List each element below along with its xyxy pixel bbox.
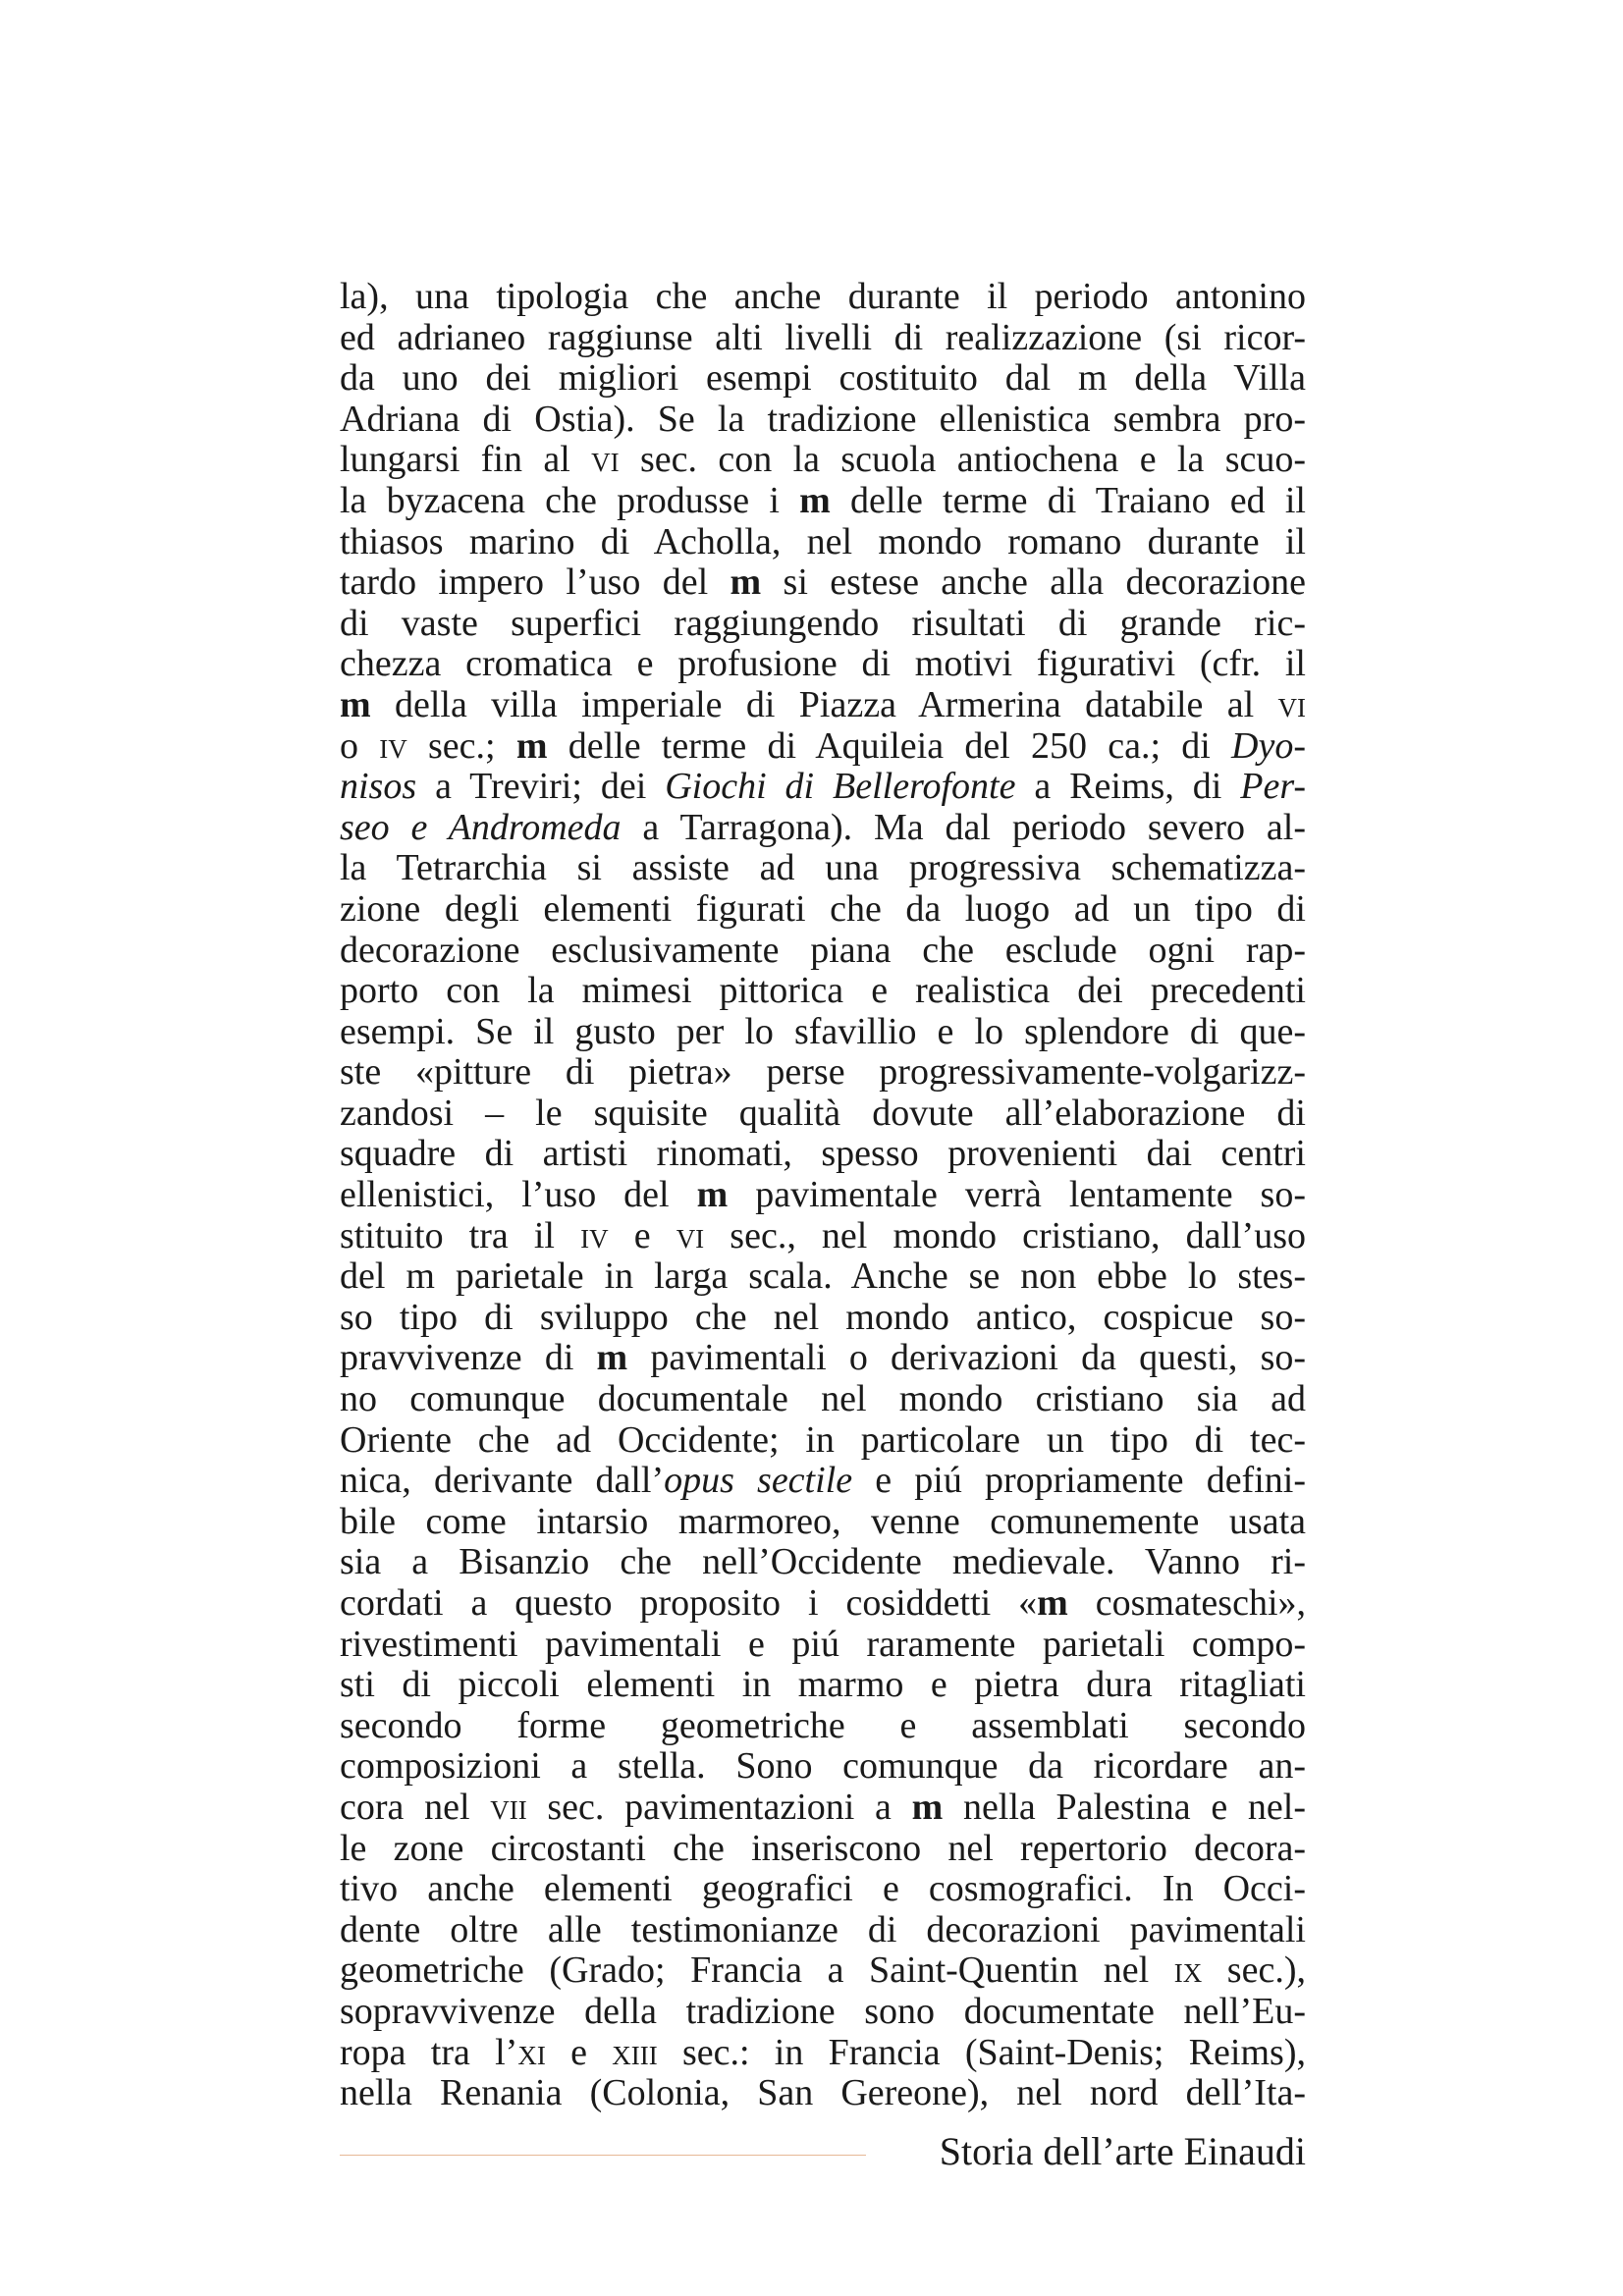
text-line [340,1175,1306,1216]
text-segment: Oriente che ad Occidente; in particolare un tipo di tec- [340,1418,1306,1461]
text-line [340,358,1306,400]
text-line [340,1216,1306,1257]
text-segment: da uno dei migliori esempi costituito dal m della Villa [340,357,1306,400]
text-segment: nella Renania (Colonia, San Gereone), nel nord dell’Ita- [340,2072,1306,2114]
text-line [340,1665,1306,1706]
text-segment: squadre di artisti rinomati, spesso provenienti dai centri [340,1133,1306,1175]
text-line [340,604,1306,645]
text-segment: nella Palestina e nel- [943,1786,1306,1828]
text-line [340,726,1306,768]
body-text [340,277,1306,2114]
text-segment: secondo forme geometriche e assemblati secondo [340,1704,1306,1746]
text-segment: a Tarragona). Ma dal periodo severo al- [621,806,1306,848]
text-line [340,1379,1306,1420]
text-line [340,2033,1306,2074]
text-segment: sti di piccoli elementi in marmo e pietra dura ritagliati [340,1664,1306,1706]
text-segment: sopravvivenze della tradizione sono documentate nell’Eu- [340,1990,1306,2032]
text-segment: la Tetrarchia si assiste ad una progressiva schematizza- [340,847,1306,889]
text-segment: decorazione esclusivamente piana che esclude ogni rap- [340,929,1306,971]
century-numeral: vi [1277,683,1306,725]
text-segment: stituito tra il [340,1214,581,1256]
century-numeral: iv [379,724,407,767]
italic-title: opus sectile [664,1460,853,1502]
text-line [340,971,1306,1012]
text-segment: della villa imperiale di Piazza Armerina databile al [370,683,1278,725]
text-line [340,1706,1306,1747]
text-line [340,1420,1306,1462]
bold-term: m [911,1786,944,1828]
text-segment: composizioni a stella. Sono comunque da ricordare an- [340,1745,1306,1788]
text-line [340,1829,1306,1870]
text-segment: pavimentale verrà lentamente so- [728,1174,1307,1216]
text-line [340,889,1306,931]
bold-term: m [730,561,762,604]
footer-title: Storia dell’arte Einaudi [939,2129,1306,2173]
text-segment: so tipo di sviluppo che nel mondo antico, cospicue so- [340,1296,1306,1338]
text-segment: cosmateschi», [1067,1582,1306,1624]
text-line [340,562,1306,604]
text-line [340,685,1306,726]
text-segment: o [340,724,380,767]
text-line [340,1542,1306,1583]
text-segment: ste «pitture di pietra» perse progressivamente-volgarizz- [340,1051,1306,1094]
text-line [340,1338,1306,1379]
text-segment: la), una tipologia che anche durante il periodo antonino [340,276,1306,317]
text-segment: ed adrianeo raggiunse alti livelli di realizzazione (si ricor- [340,316,1306,358]
text-line [340,1052,1306,1094]
footer-rule [340,2155,866,2156]
text-segment: la byzacena che produsse i [340,479,800,521]
text-segment: ropa tra l’ [340,2031,518,2073]
text-segment: sec.; [406,724,516,767]
text-segment: zione degli elementi figurati che da luogo ad un tipo di [340,887,1306,930]
bold-term: m [515,724,548,767]
text-line [340,1950,1306,1992]
text-segment: tardo impero l’uso del [340,561,730,604]
text-segment: sec. con la scuola antiochena e la scuo- [619,439,1306,481]
text-line [340,848,1306,889]
text-line [340,1746,1306,1788]
text-segment: pravvivenze di [340,1337,597,1379]
text-line [340,1788,1306,1829]
text-segment: geometriche (Grado; Francia a Saint-Quentin nel [340,1949,1174,1992]
text-line [340,1992,1306,2033]
century-numeral: iv [580,1214,609,1256]
century-numeral: vii [490,1786,527,1828]
text-segment: delle terme di Aquileia del 250 ca.; di [547,724,1232,767]
text-line [340,1502,1306,1543]
text-segment: sec., nel mondo cristiano, dall’uso [704,1214,1306,1256]
text-segment: rivestimenti pavimentali e piú raramente parietali compo- [340,1623,1306,1665]
bold-term: m [596,1337,628,1379]
text-line [340,1094,1306,1135]
text-segment: zandosi – le squisite qualità dovute all’elaborazione di [340,1092,1306,1134]
text-segment: ellenistici, l’uso del [340,1174,697,1216]
text-segment: sia a Bisanzio che nell’Occidente medievale. Vanno ri- [340,1541,1306,1583]
bold-term: m [696,1174,729,1216]
text-segment: Adriana di Ostia). Se la tradizione ellenistica sembra pro- [340,398,1306,440]
century-numeral: vi [676,1214,705,1256]
text-segment: chezza cromatica e profusione di motivi figurativi (cfr. il [340,643,1306,685]
text-line [340,400,1306,441]
text-segment: bile come intarsio marmoreo, venne comunemente usata [340,1500,1306,1542]
text-line [340,931,1306,972]
text-segment: a Treviri; dei [416,766,666,808]
italic-title: Giochi di Bellerofonte [665,766,1016,808]
text-line [340,644,1306,685]
text-segment: no comunque documentale nel mondo cristiano sia ad [340,1378,1306,1420]
text-line [340,1012,1306,1053]
text-line [340,767,1306,808]
bold-term: m [1037,1582,1068,1624]
text-segment: sec. pavimentazioni a [526,1786,912,1828]
text-segment: del m parietale in larga scala. Anche se non ebbe lo stes- [340,1255,1306,1298]
text-line [340,481,1306,522]
text-segment: lungarsi fin al [340,439,592,481]
bold-term: m [799,479,831,521]
text-line [340,277,1306,318]
text-line [340,1256,1306,1298]
text-line [340,522,1306,563]
italic-title: seo e Andromeda [340,806,622,848]
text-segment: a Reims, di [1015,766,1241,808]
text-line [340,808,1306,849]
text-segment: e piú propriamente defini- [852,1460,1306,1502]
text-line [340,1298,1306,1339]
text-line [340,318,1306,359]
text-line [340,2073,1306,2114]
text-segment: si estese anche alla decorazione [761,561,1306,604]
text-segment: sec.), [1202,1949,1306,1992]
text-segment: e [545,2031,613,2073]
century-numeral: xiii [612,2031,658,2073]
text-segment: tivo anche elementi geografici e cosmografici. In Occi- [340,1868,1306,1910]
text-segment: esempi. Se il gusto per lo sfavillio e lo splendore di que- [340,1010,1306,1052]
text-line [340,1910,1306,1951]
century-numeral: vi [591,439,620,481]
text-segment: le zone circostanti che inseriscono nel repertorio decora- [340,1827,1306,1869]
text-line [340,1869,1306,1910]
text-segment: dente oltre alle testimonianze di decorazioni pavimentali [340,1908,1306,1950]
century-numeral: xi [517,2031,546,2073]
text-segment: nica, derivante dall’ [340,1460,665,1502]
text-segment: di vaste superfici raggiungendo risultati di grande ric- [340,602,1306,644]
text-segment: cora nel [340,1786,491,1828]
text-segment: pavimentali o derivazioni da questi, so- [627,1337,1307,1379]
text-line [340,1461,1306,1502]
text-segment: porto con la mimesi pittorica e realistica dei precedenti [340,970,1306,1012]
italic-title: Per- [1240,766,1306,808]
text-line [340,1134,1306,1175]
text-line [340,1583,1306,1625]
text-segment: cordati a questo proposito i cosiddetti « [340,1582,1038,1624]
italic-title: Dyo- [1231,724,1307,767]
text-line [340,440,1306,481]
text-segment: sec.: in Francia (Saint-Denis; Reims), [657,2031,1306,2073]
text-segment: delle terme di Traiano ed il [830,479,1306,521]
italic-title: nisos [340,766,417,808]
text-line [340,1625,1306,1666]
century-numeral: ix [1173,1949,1203,1992]
bold-term: m [340,683,371,725]
text-segment: e [608,1214,676,1256]
text-segment: thiasos marino di Acholla, nel mondo romano durante il [340,520,1306,562]
